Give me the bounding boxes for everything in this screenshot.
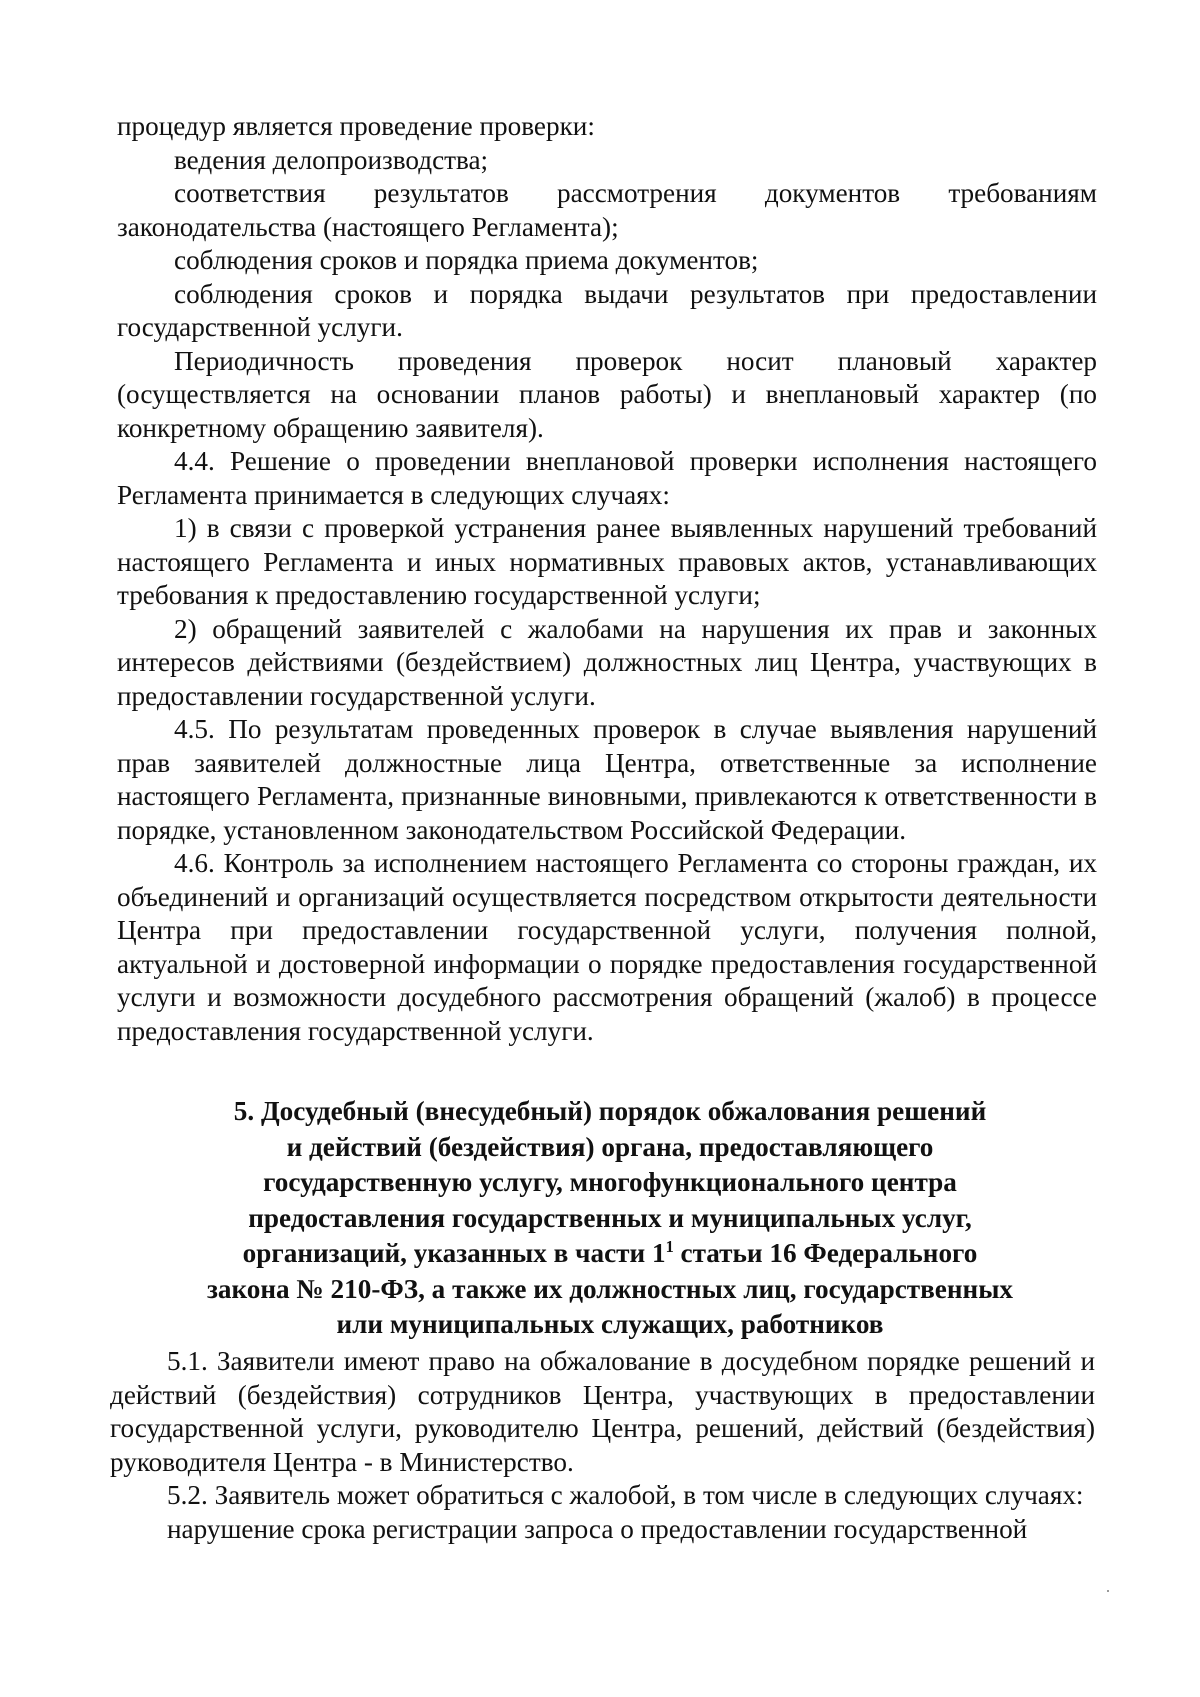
section-4-body — [117, 110, 1097, 1048]
paragraph: 2) обращений заявителей с жалобами на нарушения их прав и законных интересов действиями (бездействием) должностных лиц Центра, участвующих в предоставлении государственной услуги. — [117, 613, 1097, 711]
paragraph: ведения делопроизводства; — [174, 144, 489, 175]
superscript: 1 — [665, 1236, 674, 1256]
paragraph: Периодичность проведения проверок носит плановый характер (осуществляется на основании планов работы) и внеплановый характер (по конкретному обращению заявителя). — [117, 345, 1097, 443]
paragraph: нарушение срока регистрации запроса о предоставлении государственной — [167, 1513, 1028, 1544]
paragraph: 4.6. Контроль за исполнением настоящего Регламента со стороны граждан, их объединений и организаций осуществляется посредством открытости деятельности Центра при предоставлении государственной услуги, получения полной, актуальной и достоверной информации о порядке предоставления государственной услуги и возможности досудебного рассмотрения обращений (жалоб) в процессе предоставления государственной услуги. — [117, 848, 1097, 1046]
heading-line: 5. Досудебный (внесудебный) порядок обжалования решений — [233, 1096, 987, 1126]
paragraph: соблюдения сроков и порядка выдачи результатов при предоставлении государственной услуги. — [117, 278, 1097, 342]
paragraph: соблюдения сроков и порядка приема документов; — [174, 245, 759, 275]
heading-line: предоставления государственных и муниципальных услуг, — [248, 1202, 972, 1233]
paragraph: соответствия результатов рассмотрения документов требованиям законодательства (настоящего Регламента); — [117, 178, 1097, 242]
heading-line: закона № 210-ФЗ, а также их должностных лиц, государственных — [206, 1273, 1014, 1304]
paragraph: 5.1. Заявители имеют право на обжалование в досудебном порядке решений и действий (бездействия) сотрудников Центра, участвующих в предоставлении государственной услуги, руководителю Центра, решений, действий (бездействия) руководителя Центра - в Министерство. — [110, 1346, 1095, 1477]
heading-text: организаций, указанных в части 1 — [242, 1238, 666, 1268]
heading-line: или муниципальных служащих, работников — [336, 1309, 884, 1339]
paragraph: 1) в связи с проверкой устранения ранее выявленных нарушений требований настоящего Регламента и иных нормативных правовых актов, устанавливающих требования к предоставлению государственной услуги; — [117, 513, 1097, 610]
paragraph: 4.4. Решение о проведении внеплановой проверки исполнения настоящего Регламента принимается в следующих случаях: — [117, 446, 1097, 510]
paragraph: 5.2. Заявитель может обратиться с жалобой, в том числе в следующих случаях: — [167, 1480, 1084, 1510]
heading-line: и действий (бездействия) органа, предоставляющего — [286, 1131, 934, 1162]
heading-line — [160, 1236, 1060, 1272]
paragraph: процедур является проведение проверки: — [117, 111, 595, 141]
scan-dot — [1107, 1590, 1109, 1592]
section-5-heading — [160, 1094, 1060, 1343]
heading-line: государственную услугу, многофункционального центра — [263, 1167, 957, 1197]
heading-text: статьи 16 Федерального — [673, 1238, 978, 1268]
paragraph: 4.5. По результатам проведенных проверок в случае выявления нарушений прав заявителей должностные лица Центра, ответственные за исполнение настоящего Регламента, признанные виновными, привлекаются к ответственности в порядке, установленном законодательством Российской Федерации. — [117, 714, 1097, 845]
section-5-body — [110, 1345, 1095, 1546]
